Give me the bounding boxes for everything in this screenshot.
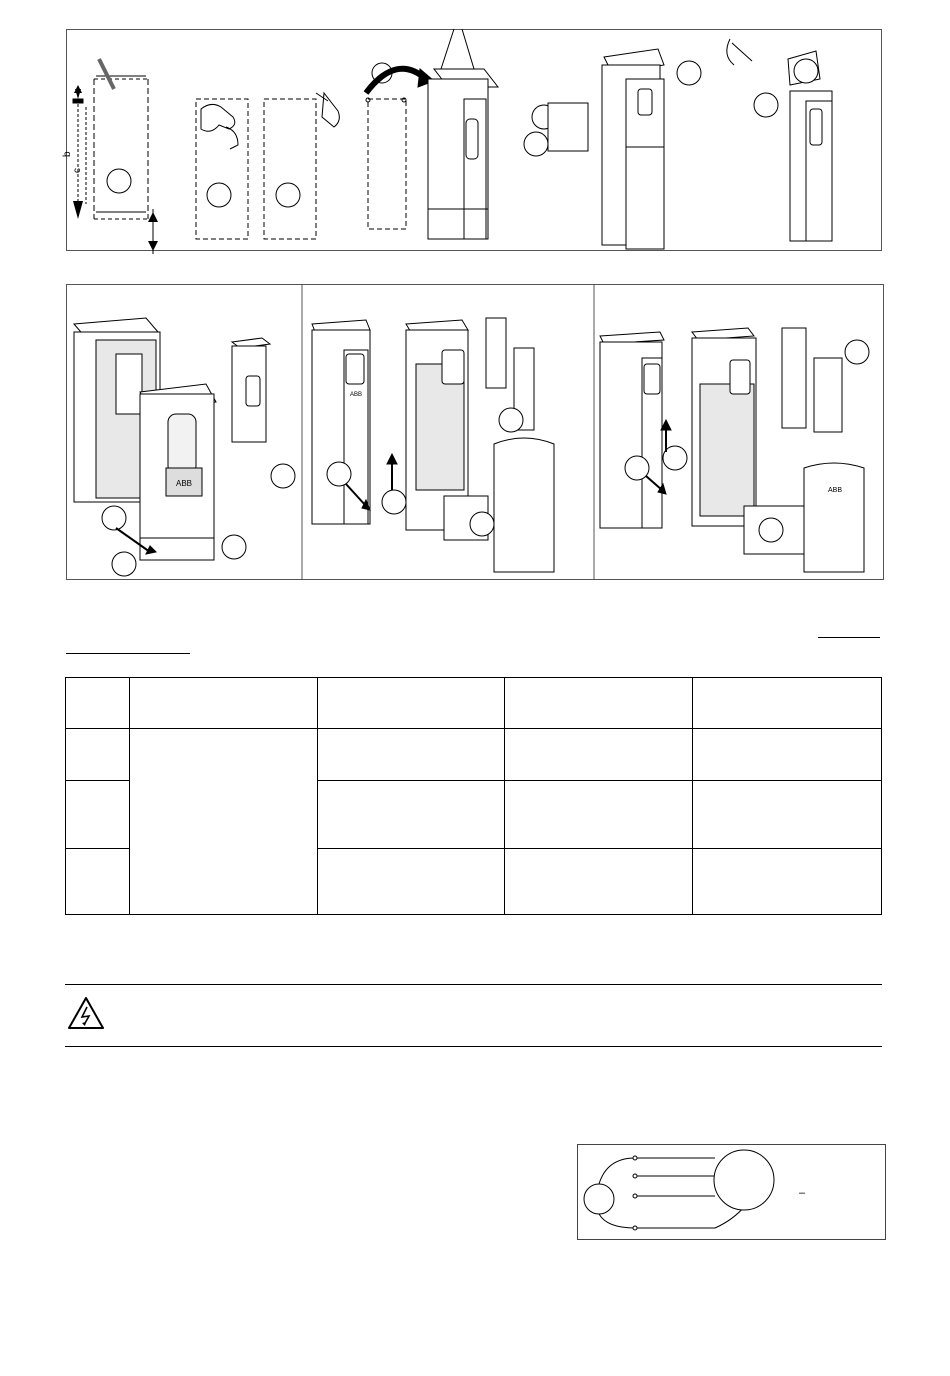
mounting-steps-figure [62, 29, 882, 251]
link-underline-left [66, 653, 190, 654]
dimension-label-b: b [62, 151, 73, 157]
table-cell [693, 848, 882, 914]
table-cell [317, 729, 505, 781]
table-cell [693, 781, 882, 848]
warning-bottom-rule [65, 1046, 882, 1047]
table-header-cell [317, 678, 505, 729]
table-cell [505, 729, 693, 781]
table-cell [505, 781, 693, 848]
table-header-cell [505, 678, 693, 729]
table-cell [505, 848, 693, 914]
brand-mark-b1: ABB [350, 392, 363, 398]
link-underline-right [818, 637, 880, 638]
specification-table [65, 677, 882, 915]
table-header-cell [66, 678, 130, 729]
dimension-label-c: c [72, 168, 83, 173]
table-cell-merged [129, 729, 317, 915]
table-header-cell [693, 678, 882, 729]
table-row [66, 729, 882, 781]
diagram-sign: – [799, 1187, 806, 1199]
table-cell [66, 781, 130, 848]
warning-top-rule [65, 984, 882, 985]
motor-connection-diagram [577, 1144, 886, 1240]
cover-removal-figure [66, 284, 884, 580]
brand-mark-a: ABB [176, 479, 193, 488]
table-cell [317, 848, 505, 914]
table-cell [66, 729, 130, 781]
electric-hazard-icon [66, 995, 106, 1031]
brand-mark-c: ABB [828, 487, 843, 494]
table-cell [66, 848, 130, 914]
table-cell [317, 781, 505, 848]
table-cell [693, 729, 882, 781]
table-header-row [66, 678, 882, 729]
table-header-cell [129, 678, 317, 729]
